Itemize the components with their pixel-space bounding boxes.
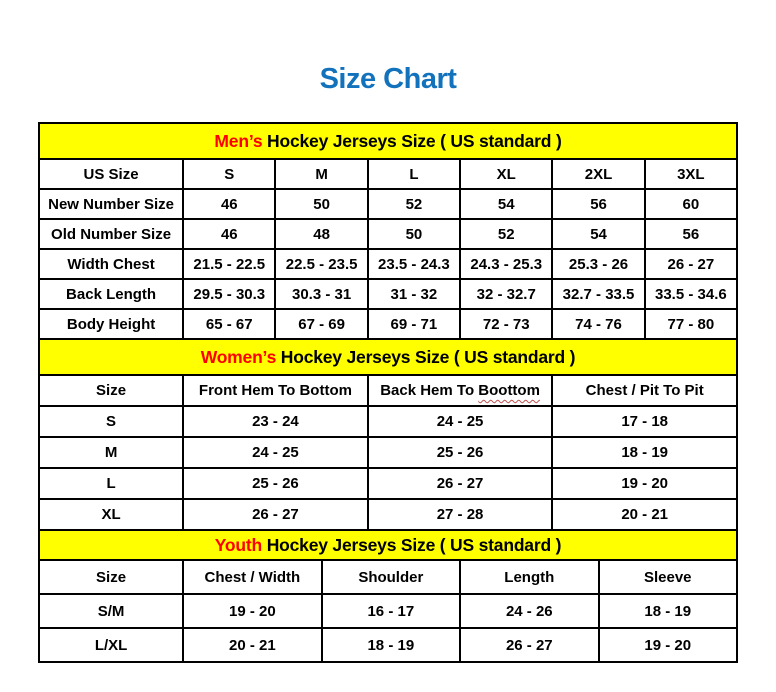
row-label: Width Chest	[39, 249, 183, 279]
data-cell: 54	[552, 219, 644, 249]
table-row	[39, 249, 737, 279]
data-cell: 19 - 20	[183, 594, 321, 628]
data-cell: 31 - 32	[368, 279, 460, 309]
womens-band-row	[39, 339, 737, 375]
table-row	[39, 309, 737, 339]
data-cell: 18 - 19	[552, 437, 737, 468]
data-cell: 19 - 20	[552, 468, 737, 499]
data-cell: 52	[460, 219, 552, 249]
table-row	[39, 628, 737, 662]
mens-band-text: Hockey Jerseys Size ( US standard )	[267, 130, 562, 151]
youth-band-text: Hockey Jerseys Size ( US standard )	[266, 534, 562, 555]
row-label: New Number Size	[39, 189, 183, 219]
page-title: Size Chart	[319, 63, 457, 95]
table-row	[39, 468, 737, 499]
row-label: L/XL	[39, 628, 183, 662]
mens-band-highlight: Men’s	[214, 130, 263, 151]
data-cell: 46	[183, 189, 275, 219]
table-row	[39, 594, 737, 628]
column-header: Chest / Width	[183, 560, 321, 594]
data-cell: 69 - 71	[368, 309, 460, 339]
table-row	[39, 279, 737, 309]
youth-band-highlight: Youth	[214, 534, 263, 555]
column-header: Length	[460, 560, 598, 594]
data-cell: 25 - 26	[368, 437, 553, 468]
data-cell: 56	[552, 189, 644, 219]
data-cell: 50	[368, 219, 460, 249]
womens-section-band	[39, 339, 737, 375]
data-cell: 24 - 25	[183, 437, 368, 468]
youth-band-row	[39, 530, 737, 560]
data-cell: 50	[275, 189, 367, 219]
column-header: Size	[39, 375, 183, 406]
data-cell: 18 - 19	[599, 594, 737, 628]
data-cell: 65 - 67	[183, 309, 275, 339]
data-cell: 24 - 25	[368, 406, 553, 437]
data-cell: 20 - 21	[183, 628, 321, 662]
row-label: L	[39, 468, 183, 499]
column-header: Chest / Pit To Pit	[552, 375, 737, 406]
data-cell: 67 - 69	[275, 309, 367, 339]
data-cell: 24.3 - 25.3	[460, 249, 552, 279]
column-header-text: Back Hem To	[380, 382, 475, 399]
column-header: US Size	[39, 159, 183, 189]
mens-header-row	[39, 159, 737, 189]
row-label: Old Number Size	[39, 219, 183, 249]
data-cell: 29.5 - 30.3	[183, 279, 275, 309]
column-header: XL	[460, 159, 552, 189]
table-row	[39, 189, 737, 219]
row-label: S	[39, 406, 183, 437]
column-header: S	[183, 159, 275, 189]
table-row	[39, 437, 737, 468]
data-cell: 46	[183, 219, 275, 249]
data-cell: 72 - 73	[460, 309, 552, 339]
data-cell: 52	[368, 189, 460, 219]
row-label: Back Length	[39, 279, 183, 309]
size-chart-tables	[38, 122, 738, 663]
data-cell: 23 - 24	[183, 406, 368, 437]
womens-size-table	[38, 338, 738, 531]
column-header	[368, 375, 553, 406]
mens-band-row	[39, 123, 737, 159]
data-cell: 56	[645, 219, 737, 249]
column-header: 3XL	[645, 159, 737, 189]
data-cell: 18 - 19	[322, 628, 460, 662]
mens-size-table	[38, 122, 738, 340]
womens-band-text: Hockey Jerseys Size ( US standard )	[280, 346, 576, 367]
womens-band-highlight: Women’s	[200, 346, 277, 367]
data-cell: 74 - 76	[552, 309, 644, 339]
mens-section-band	[39, 123, 737, 159]
data-cell: 19 - 20	[599, 628, 737, 662]
data-cell: 32 - 32.7	[460, 279, 552, 309]
data-cell: 48	[275, 219, 367, 249]
misspelled-word: Boottom	[478, 382, 540, 399]
row-label: XL	[39, 499, 183, 530]
row-label: Body Height	[39, 309, 183, 339]
youth-header-row	[39, 560, 737, 594]
data-cell: 17 - 18	[552, 406, 737, 437]
data-cell: 16 - 17	[322, 594, 460, 628]
youth-size-table	[38, 529, 738, 663]
data-cell: 60	[645, 189, 737, 219]
data-cell: 26 - 27	[183, 499, 368, 530]
column-header: M	[275, 159, 367, 189]
data-cell: 25.3 - 26	[552, 249, 644, 279]
table-row	[39, 219, 737, 249]
data-cell: 24 - 26	[460, 594, 598, 628]
column-header: Shoulder	[322, 560, 460, 594]
data-cell: 26 - 27	[368, 468, 553, 499]
data-cell: 27 - 28	[368, 499, 553, 530]
data-cell: 23.5 - 24.3	[368, 249, 460, 279]
row-label: M	[39, 437, 183, 468]
data-cell: 33.5 - 34.6	[645, 279, 737, 309]
data-cell: 20 - 21	[552, 499, 737, 530]
womens-header-row	[39, 375, 737, 406]
column-header: Sleeve	[599, 560, 737, 594]
data-cell: 22.5 - 23.5	[275, 249, 367, 279]
data-cell: 25 - 26	[183, 468, 368, 499]
data-cell: 26 - 27	[460, 628, 598, 662]
data-cell: 26 - 27	[645, 249, 737, 279]
column-header: L	[368, 159, 460, 189]
table-row	[39, 499, 737, 530]
data-cell: 32.7 - 33.5	[552, 279, 644, 309]
youth-section-band	[39, 530, 737, 560]
data-cell: 30.3 - 31	[275, 279, 367, 309]
data-cell: 21.5 - 22.5	[183, 249, 275, 279]
column-header: Size	[39, 560, 183, 594]
row-label: S/M	[39, 594, 183, 628]
table-row	[39, 406, 737, 437]
data-cell: 54	[460, 189, 552, 219]
column-header: Front Hem To Bottom	[183, 375, 368, 406]
column-header: 2XL	[552, 159, 644, 189]
data-cell: 77 - 80	[645, 309, 737, 339]
